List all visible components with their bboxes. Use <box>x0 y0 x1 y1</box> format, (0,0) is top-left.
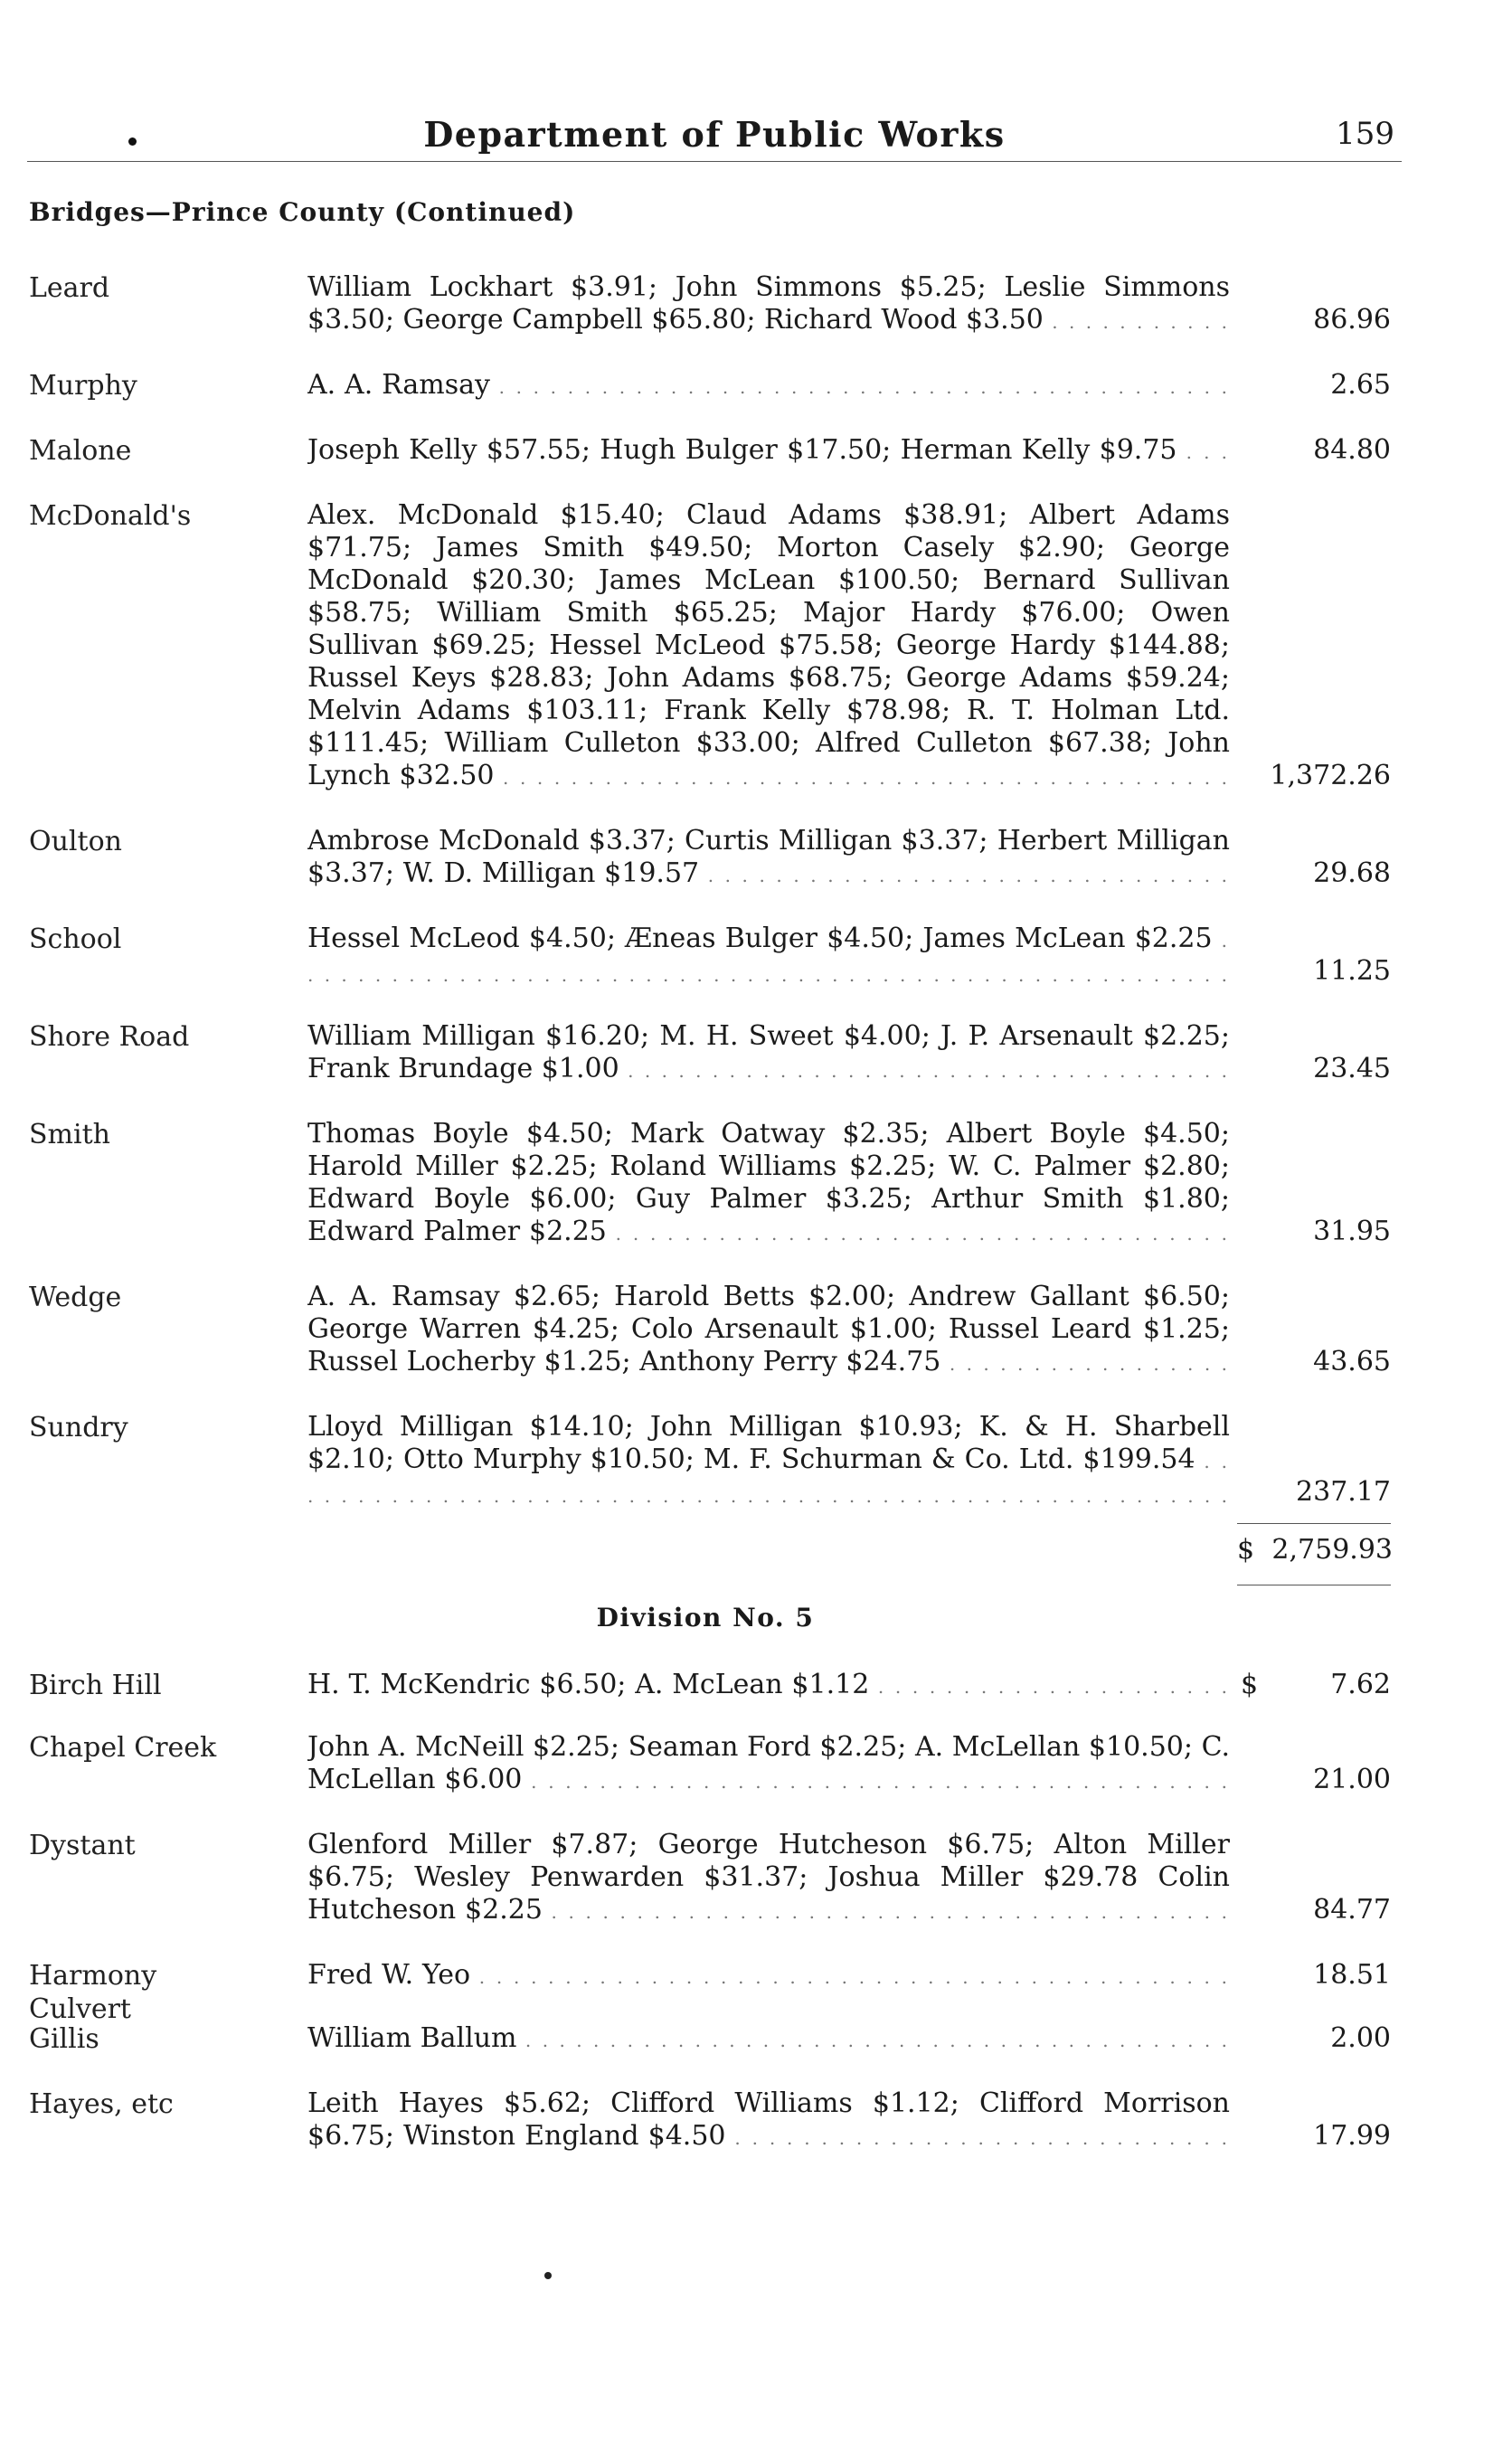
total-amount: 2,759.93 <box>1271 1534 1393 1566</box>
entry-name: Dystant <box>29 1830 136 1861</box>
section-title: Bridges—Prince County (Continued) <box>29 197 576 227</box>
entry-amount: 21.00 <box>1313 1764 1391 1795</box>
entry-name: Birch Hill <box>29 1670 162 1701</box>
page-number: 159 <box>1336 116 1394 152</box>
entry-name: Shore Road <box>29 1021 190 1053</box>
entry-name: Harmony Culvert <box>29 1960 157 2025</box>
entry-name: Smith <box>29 1119 110 1150</box>
entry-amount: 1,372.26 <box>1270 760 1391 791</box>
entry-name: Gillis <box>29 2023 99 2055</box>
entry-name: Malone <box>29 435 132 467</box>
total-rule-top <box>1237 1523 1391 1524</box>
entry-amount: 2.65 <box>1330 369 1391 401</box>
entry-text: William Lockhart $3.91; John Simmons $5.25; Leslie Simmons $3.50; George Campbell $65.80; Richard Wood $3.50 . . . <box>307 271 1230 336</box>
page-header <box>27 107 1402 162</box>
entry-amount: 7.62 <box>1330 1669 1391 1700</box>
entry-name: Hayes, etc <box>29 2088 174 2120</box>
footer-dot <box>544 2272 552 2279</box>
entry-text: William Milligan $16.20; M. H. Sweet $4.00; J. P. Arsenault $2.25; Frank Brundage $1.00 . . . <box>307 1020 1230 1085</box>
entry-amount: 43.65 <box>1313 1346 1391 1377</box>
division-title: Division No. 5 <box>596 1603 815 1633</box>
entry-amount: 84.80 <box>1313 434 1391 466</box>
entry-text: John A. McNeill $2.25; Seaman Ford $2.25; A. McLellan $10.50; C. McLellan $6.00 . . . <box>307 1731 1230 1796</box>
entry-name: School <box>29 923 122 955</box>
entry-name: Sundry <box>29 1412 128 1443</box>
entry-text: Ambrose McDonald $3.37; Curtis Milligan $3.37; Herbert Milligan $3.37; W. D. Milligan $19.57 . . . <box>307 825 1230 890</box>
total-currency: $ <box>1237 1534 1255 1566</box>
entry-amount: 18.51 <box>1313 1959 1391 1991</box>
entry-text: Joseph Kelly $57.55; Hugh Bulger $17.50; Herman Kelly $9.75 . . . <box>307 434 1230 467</box>
entry-text: Fred W. Yeo . . . <box>307 1959 1230 1992</box>
page-title: Department of Public Works <box>423 114 1006 155</box>
entry-currency: $ <box>1241 1669 1259 1700</box>
entry-amount: 17.99 <box>1313 2120 1391 2152</box>
entry-text: H. T. McKendric $6.50; A. McLean $1.12 . . . <box>307 1669 1230 1701</box>
entry-name: Murphy <box>29 370 137 402</box>
entry-text: Alex. McDonald $15.40; Claud Adams $38.91; Albert Adams $71.75; James Smith $49.50; Morton Casely $2.90; George McDonald $20.30; James McLean $100.50; Bernard Sullivan $58.75; William Smith $65.25; Major Hardy $76.00; Owen Sullivan $69.25; Hessel McLeod $75.58; George Hardy $144.88; Russel Keys $28.83; John Adams $68.75; George Adams $59.24; Melvin Adams $103.11; Frank Kelly $78.98; R. T. Holman Ltd. $111.45; William Culleton $33.00; Alfred Culleton $67.38; John Lynch $32.50 . . . <box>307 499 1230 792</box>
section-total <box>1230 1534 1393 1570</box>
entry-text: William Ballum . . . <box>307 2022 1230 2055</box>
entry-amount: 23.45 <box>1313 1053 1391 1084</box>
entry-amount: 86.96 <box>1313 304 1391 336</box>
entry-name: Oulton <box>29 826 122 857</box>
entry-text: Thomas Boyle $4.50; Mark Oatway $2.35; Albert Boyle $4.50; Harold Miller $2.25; Roland Williams $2.25; W. C. Palmer $2.80; Edward Boyle $6.00; Guy Palmer $3.25; Arthur Smith $1.80; Edward Palmer $2.25 . . . <box>307 1118 1230 1248</box>
entry-text: Lloyd Milligan $14.10; John Milligan $10.93; K. & H. Sharbell $2.10; Otto Murphy $10.50; M. F. Schurman & Co. Ltd. $199.54 . . . <box>307 1411 1230 1509</box>
entry-text: A. A. Ramsay . . . <box>307 369 1230 402</box>
entry-amount: 2.00 <box>1330 2022 1391 2054</box>
entry-amount: 29.68 <box>1313 857 1391 889</box>
entry-name: Wedge <box>29 1282 122 1313</box>
entry-amount: 31.95 <box>1313 1216 1391 1247</box>
entry-amount: 84.77 <box>1313 1894 1391 1926</box>
entry-amount: 237.17 <box>1296 1476 1391 1508</box>
entry-amount: 11.25 <box>1313 955 1391 987</box>
entry-name: Chapel Creek <box>29 1732 217 1764</box>
entry-name: Leard <box>29 272 110 304</box>
entry-name: McDonald's <box>29 500 192 532</box>
entry-text: A. A. Ramsay $2.65; Harold Betts $2.00; Andrew Gallant $6.50; George Warren $4.25; Colo Arsenault $1.00; Russel Leard $1.25; Russel Locherby $1.25; Anthony Perry $24.75 . . . <box>307 1281 1230 1378</box>
entry-text: Glenford Miller $7.87; George Hutcheson $6.75; Alton Miller $6.75; Wesley Penwarden $31.37; Joshua Miller $29.78 Colin Hutcheson $2.25 . . . <box>307 1829 1230 1926</box>
entry-text: Hessel McLeod $4.50; Æneas Bulger $4.50; James McLean $2.25 . . . <box>307 923 1230 988</box>
entry-text: Leith Hayes $5.62; Clifford Williams $1.12; Clifford Morrison $6.75; Winston England $4.50 . . . <box>307 2087 1230 2153</box>
